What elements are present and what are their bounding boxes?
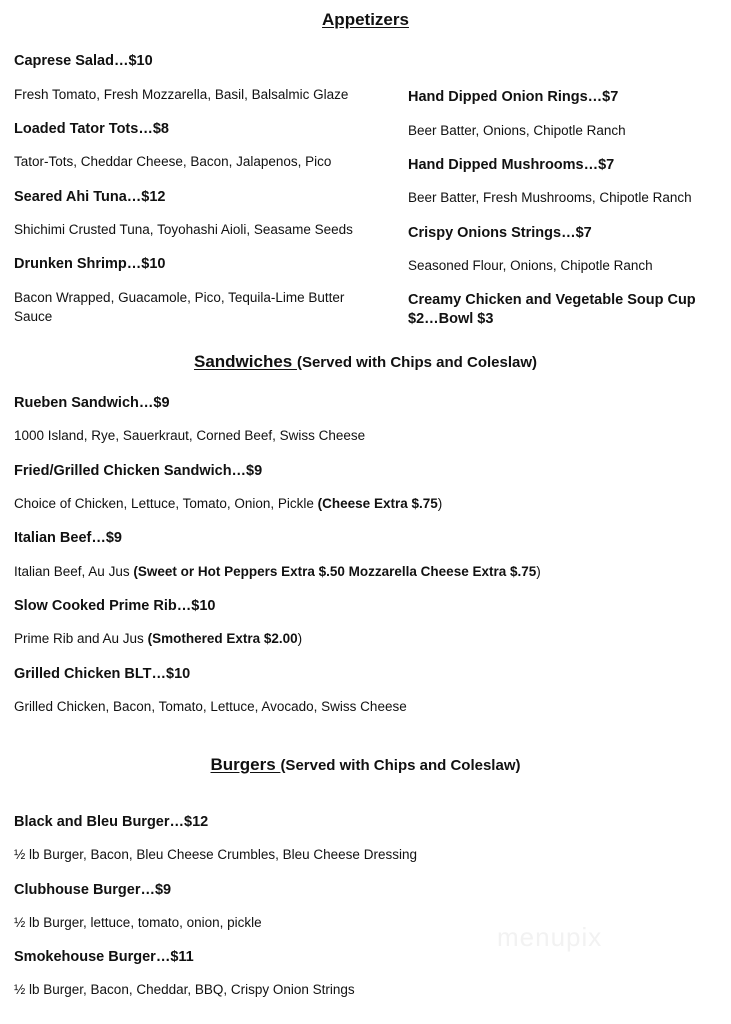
item-name: Smokehouse Burger…$11 xyxy=(14,949,194,966)
menu-item xyxy=(14,529,717,581)
item-name: Slow Cooked Prime Rib…$10 xyxy=(14,598,216,615)
menu-item xyxy=(14,120,380,172)
desc-part: ½ lb Burger, Bacon, Cheddar, BBQ, Crispy Onion Strings xyxy=(14,982,355,998)
item-name: Seared Ahi Tuna…$12 xyxy=(14,188,166,205)
item-description xyxy=(14,494,717,514)
appetizers-columns xyxy=(0,52,731,327)
item-description xyxy=(14,629,717,649)
menu-item xyxy=(14,188,380,240)
item-name: Clubhouse Burger…$9 xyxy=(14,881,172,898)
section-burgers xyxy=(0,755,731,1000)
item-description xyxy=(14,697,717,717)
section-title-appetizers: Appetizers xyxy=(322,10,409,29)
sandwiches-list xyxy=(0,394,731,716)
desc-part: ) xyxy=(536,563,541,579)
section-title-sandwiches: Sandwiches xyxy=(193,351,297,371)
menu-item xyxy=(14,881,717,933)
item-description xyxy=(408,188,725,208)
menu-item xyxy=(14,52,380,104)
menu-item xyxy=(14,813,717,865)
section-title-burgers: Burgers xyxy=(210,754,281,774)
desc-part: Italian Beef, Au Jus xyxy=(14,563,134,579)
item-description xyxy=(14,562,717,582)
menu-item xyxy=(14,948,717,1000)
desc-part: Tator-Tots, Cheddar Cheese, Bacon, Jalapenos, Pico xyxy=(14,154,332,170)
desc-part: Beer Batter, Fresh Mushrooms, Chipotle Ranch xyxy=(408,190,692,206)
desc-part: Prime Rib and Au Jus xyxy=(14,631,148,647)
menu-item xyxy=(14,597,717,649)
item-description xyxy=(14,85,380,105)
section-sandwiches xyxy=(0,352,731,717)
menu-item xyxy=(408,88,725,140)
item-name: Grilled Chicken BLT…$10 xyxy=(14,665,191,682)
section-header-sandwiches xyxy=(0,352,731,372)
menu-item xyxy=(14,255,380,326)
item-name: Caprese Salad…$10 xyxy=(14,53,153,70)
item-description xyxy=(14,845,717,865)
item-description xyxy=(14,288,380,327)
section-header-appetizers xyxy=(0,10,731,30)
item-name: Drunken Shrimp…$10 xyxy=(14,256,166,273)
desc-part-emphasis: (Smothered Extra $2.00 xyxy=(147,631,298,647)
desc-part: Beer Batter, Onions, Chipotle Ranch xyxy=(408,122,626,138)
desc-part-emphasis: (Sweet or Hot Peppers Extra $.50 Mozzarella Cheese Extra $.75 xyxy=(133,563,537,579)
desc-part-emphasis: (Cheese Extra $.75 xyxy=(317,495,438,511)
desc-part: ) xyxy=(297,631,303,647)
menupix-watermark: menupix xyxy=(497,922,603,952)
menu-item xyxy=(14,462,717,514)
item-name: Creamy Chicken and Vegetable Soup Cup $2…Bowl $3 xyxy=(408,292,696,327)
burgers-list xyxy=(0,813,731,1000)
appetizers-left-column xyxy=(0,52,394,326)
item-name: Rueben Sandwich…$9 xyxy=(14,395,170,412)
section-subtitle-sandwiches: (Served with Chips and Coleslaw) xyxy=(296,353,538,371)
item-name: Hand Dipped Onion Rings…$7 xyxy=(408,89,619,106)
item-description xyxy=(14,980,717,1000)
section-header-burgers xyxy=(0,755,731,775)
desc-part: Shichimi Crusted Tuna, Toyohashi Aioli, Seasame Seeds xyxy=(14,221,353,237)
desc-part: ½ lb Burger, Bacon, Bleu Cheese Crumbles, Bleu Cheese Dressing xyxy=(14,847,417,863)
menu-item xyxy=(408,224,725,276)
item-description xyxy=(14,426,717,446)
menu-item xyxy=(408,291,725,327)
item-name: Fried/Grilled Chicken Sandwich…$9 xyxy=(14,462,263,479)
desc-part: Seasoned Flour, Onions, Chipotle Ranch xyxy=(408,257,653,273)
desc-part: Grilled Chicken, Bacon, Tomato, Lettuce, Avocado, Swiss Cheese xyxy=(14,698,407,714)
desc-part: 1000 Island, Rye, Sauerkraut, Corned Beef, Swiss Cheese xyxy=(14,428,366,444)
item-description xyxy=(14,913,717,933)
item-description xyxy=(408,121,725,141)
item-description xyxy=(14,220,380,240)
appetizers-right-column xyxy=(394,52,731,327)
item-name: Loaded Tator Tots…$8 xyxy=(14,121,169,138)
item-description xyxy=(408,256,725,276)
desc-part: Fresh Tomato, Fresh Mozzarella, Basil, Balsalmic Glaze xyxy=(14,86,349,102)
menu-item xyxy=(14,665,717,717)
menu-item xyxy=(408,156,725,208)
item-description xyxy=(14,152,380,172)
desc-part: ) xyxy=(437,495,443,511)
menu-item xyxy=(14,394,717,446)
section-subtitle-burgers: (Served with Chips and Coleslaw) xyxy=(280,756,521,774)
section-appetizers xyxy=(0,0,731,328)
desc-part: Choice of Chicken, Lettuce, Tomato, Onion, Pickle xyxy=(14,495,318,511)
item-name: Crispy Onions Strings…$7 xyxy=(408,224,592,241)
desc-part: Bacon Wrapped, Guacamole, Pico, Tequila-Lime Butter Sauce xyxy=(14,289,345,325)
desc-part: ½ lb Burger, lettuce, tomato, onion, pickle xyxy=(14,914,262,930)
item-name: Black and Bleu Burger…$12 xyxy=(14,813,209,830)
item-name: Hand Dipped Mushrooms…$7 xyxy=(408,157,615,174)
item-name: Italian Beef…$9 xyxy=(14,530,122,547)
